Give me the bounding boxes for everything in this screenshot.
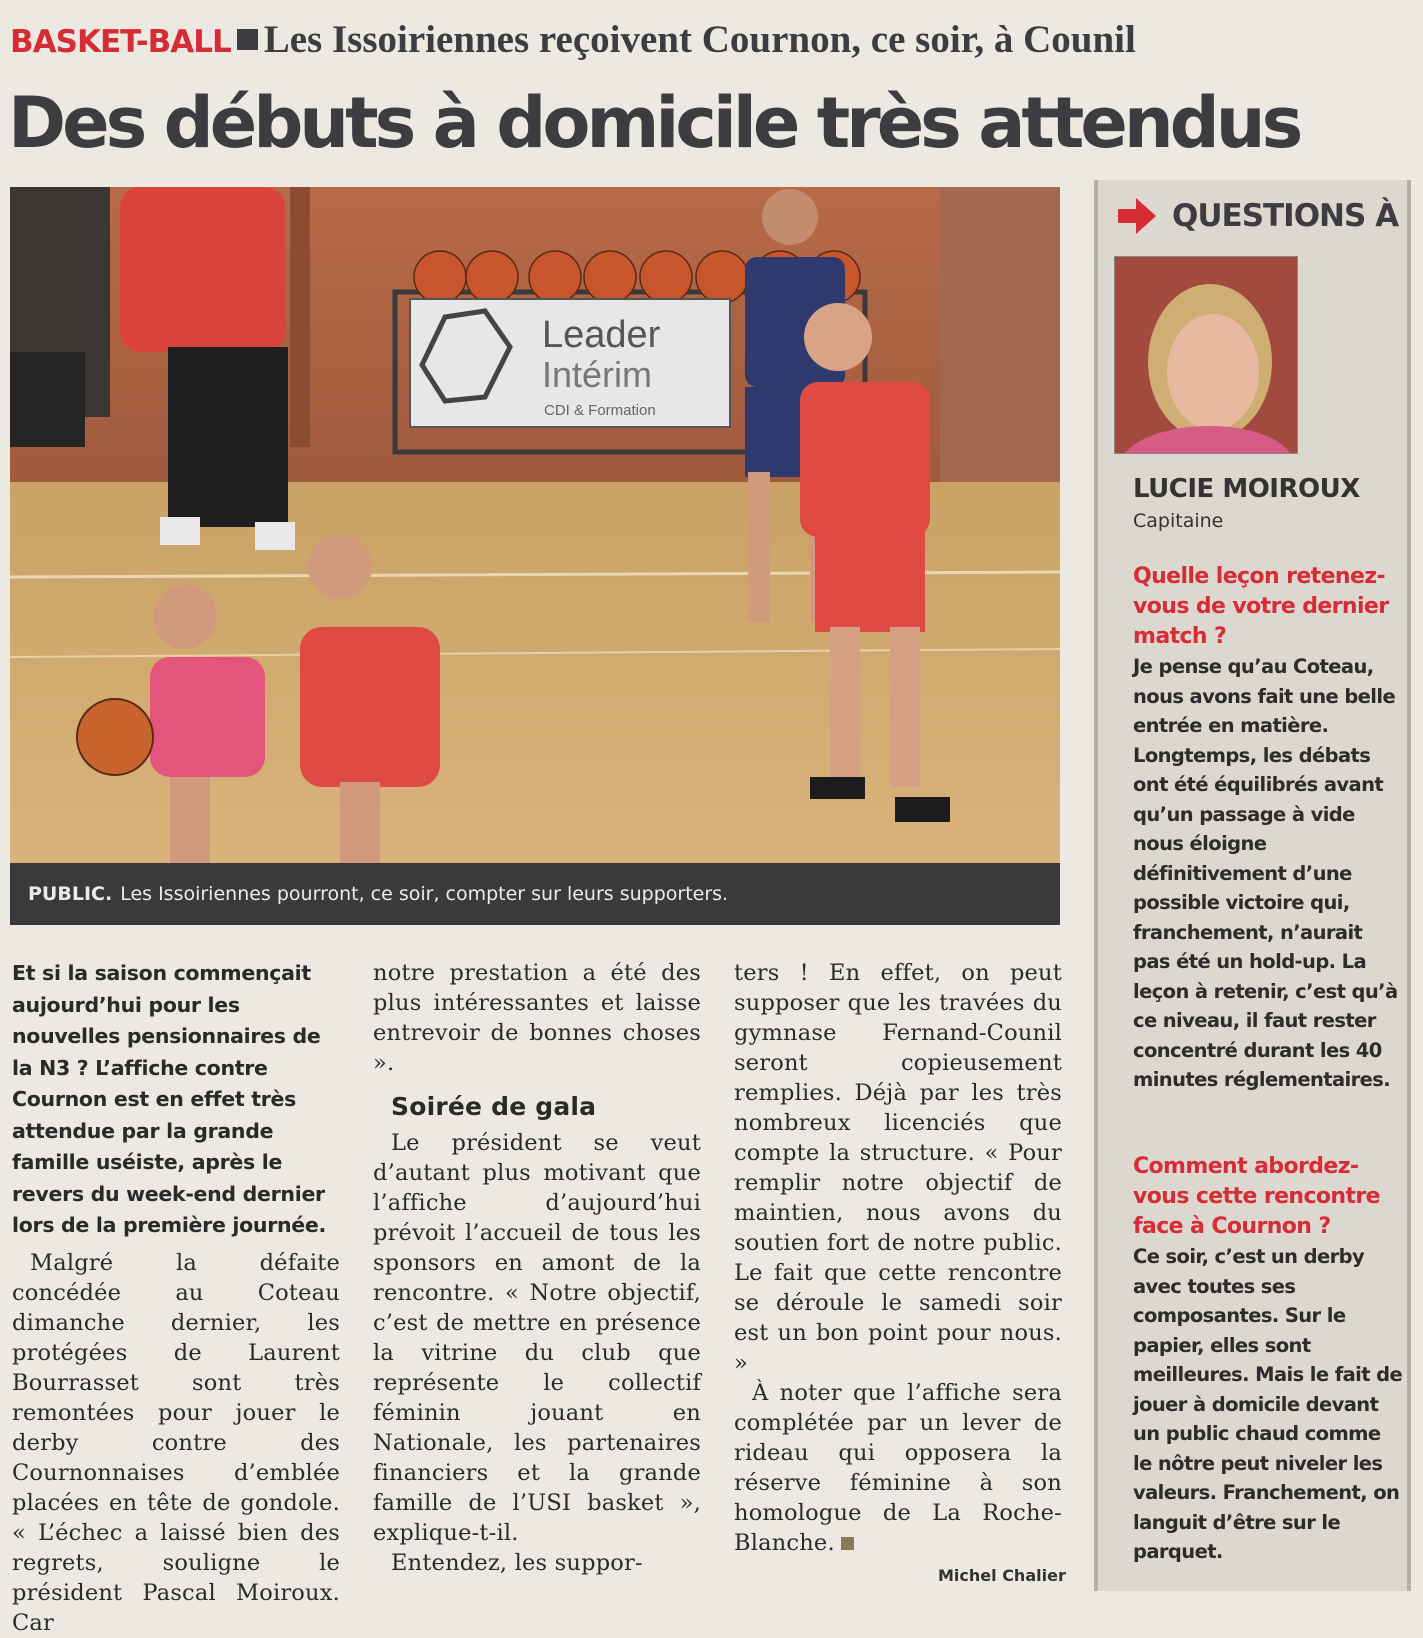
rubric-label: BASKET-BALL: [10, 24, 231, 60]
portrait-photo: [1114, 256, 1298, 454]
article-paragraph-1: Malgré la défaite concédée au Coteau dimanche dernier, les protégées de Laurent Bourrasset sont très remontées pour jouer le derby contre des Cournonnaises d’emblée placées en tête de gondole. « L’échec a laissé bien des regrets, souligne le président Pascal Moiroux. Car: [12, 1249, 340, 1636]
questions-sidebar: [1094, 180, 1411, 1591]
caption-text: Les Issoiriennes pourront, ce soir, compter sur leurs supporters.: [120, 883, 729, 905]
article-paragraph-4-text: À noter que l’affiche sera complétée par un lever de rideau qui opposera la réserve féminine à son homologue de La Roche-Blanche.: [734, 1380, 1062, 1556]
end-mark-icon: [841, 1537, 854, 1550]
arrow-right-icon: [1116, 195, 1158, 237]
article-paragraph-1-continued: notre prestation a été des plus intéressantes et laisse entrevoir de bonnes choses ».: [373, 960, 701, 1076]
article-paragraph-3: Entendez, les suppor-: [391, 1550, 643, 1576]
interviewee-name: LUCIE MOIROUX: [1133, 474, 1360, 504]
article-column-1: [12, 958, 340, 1638]
article-column-2: [373, 958, 701, 1578]
sidebar-header: [1116, 192, 1406, 240]
answer-2: Ce soir, c’est un derby avec toutes ses composantes. Sur le papier, elles sont meilleures. Mais le fait de jouer à domicile devant un public chaud comme le nôtre peut niveler les valeurs. Franchement, on languit d’être sur le parquet.: [1133, 1245, 1403, 1563]
article-paragraph-4: [734, 1378, 1062, 1558]
qa-block-1: [1133, 562, 1405, 1095]
sign-line-2: Intérim: [542, 354, 653, 395]
sign-line-3: CDI & Formation: [544, 402, 656, 419]
article-column-3: [734, 958, 1062, 1558]
answer-1: Je pense qu’au Coteau, nous avons fait une belle entrée en matière. Longtemps, les débats ont été équilibrés avant qu’un passage à vide nous éloigne définitivement d’une possible victoire qui, franchement, n’aurait pas été un hold-up. La leçon à retenir, c’est qu’à ce niveau, il faut rester concentré durant les 40 minutes réglementaires.: [1133, 655, 1398, 1091]
kicker-text: Les Issoiriennes reçoivent Cournon, ce soir, à Counil: [263, 18, 1136, 61]
interviewee-role: Capitaine: [1133, 510, 1224, 532]
article-paragraph-2: Le président se veut d’autant plus motivant que l’affiche d’aujourd’hui prévoit l’accueil de tous les sponsors en amont de la rencontre. « Notre objectif, c’est de mettre en présence la vitrine du club que représente le collectif féminin jouant en Nationale, les partenaires financiers et la grande famille de l’USI basket », explique-t-il.: [373, 1130, 701, 1546]
square-bullet-icon: [237, 29, 258, 50]
headline: Des débuts à domicile très attendus: [8, 82, 1300, 164]
photo-caption: [10, 863, 1060, 925]
article-photo: [10, 187, 1060, 863]
question-1: Quelle leçon retenez-vous de votre dernier match ?: [1133, 564, 1389, 649]
caption-lead: PUBLIC.: [28, 883, 113, 905]
article-kicker: [10, 18, 1300, 64]
question-2: Comment abordez-vous cette rencontre face à Cournon ?: [1133, 1154, 1380, 1239]
article-chapo: Et si la saison commençait aujourd’hui pour les nouvelles pensionnaires de la N3 ? L’affiche contre Cournon est en effet très attendue par la grande famille uséiste, après le revers du week-end dernier lors de la première journée.: [12, 961, 327, 1237]
article-paragraph-3-continued: ters ! En effet, on peut supposer que les travées du gymnase Fernand-Counil seront copieusement remplies. Déjà par les très nombreux licenciés que compte la structure. « Pour remplir notre objectif de maintien, nous avons du soutien fort de notre public. Le fait que cette rencontre se déroule le samedi soir est un bon point pour nous. »: [734, 960, 1062, 1376]
byline: Michel Chalier: [938, 1566, 1066, 1585]
article-subhead: Soirée de gala: [391, 1092, 597, 1121]
sidebar-title: QUESTIONS À: [1172, 198, 1399, 234]
qa-block-2: [1133, 1152, 1405, 1567]
sign-line-1: Leader: [542, 314, 661, 356]
